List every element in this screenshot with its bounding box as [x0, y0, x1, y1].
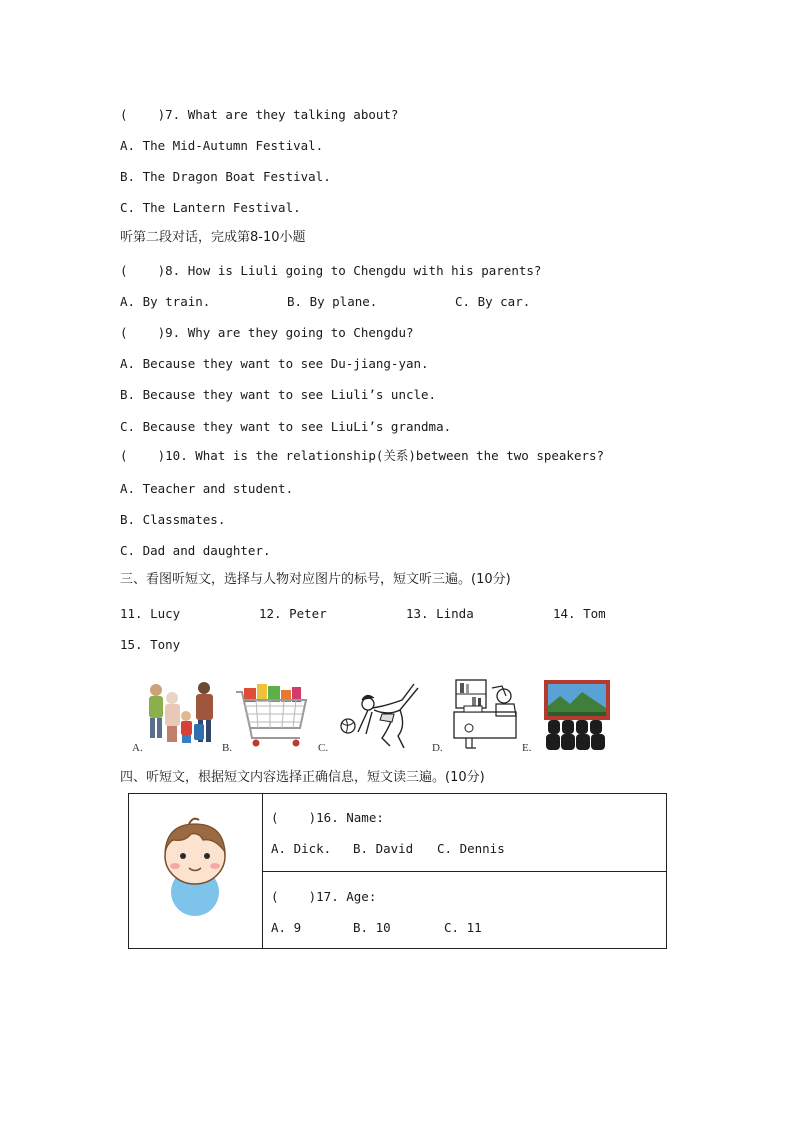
picture-d-label: D.: [432, 742, 443, 754]
picture-c-label: C.: [318, 742, 329, 754]
q9-option-c[interactable]: C. Because they want to see LiuLi’s grandma.: [120, 419, 452, 434]
picture-b: [222, 676, 318, 754]
picture-b-label: B.: [222, 742, 233, 754]
q10-option-a[interactable]: A. Teacher and student.: [120, 481, 294, 496]
volleyball-player-picture: [322, 676, 430, 754]
picture-c: [318, 676, 430, 754]
q17-option-b[interactable]: B. 10: [353, 919, 391, 935]
name-tom: 14. Tom: [553, 606, 606, 621]
q10-option-b[interactable]: B. Classmates.: [120, 512, 226, 527]
shopping-cart-picture: [226, 676, 318, 754]
cinema-picture: [534, 676, 626, 754]
name-linda: 13. Linda: [406, 606, 474, 621]
q9-option-a[interactable]: A. Because they want to see Du-jiang-yan.: [120, 356, 429, 371]
q8-stem: ( )8. How is Liuli going to Chengdu with his parents?: [120, 263, 542, 278]
q10-option-c[interactable]: C. Dad and daughter.: [120, 543, 271, 558]
reading-boy-picture: [436, 676, 528, 754]
boy-picture-cell: [129, 794, 263, 949]
q8-option-c[interactable]: C. By car.: [455, 294, 531, 309]
q9-stem: ( )9. Why are they going to Chengdu?: [120, 325, 414, 340]
q9-option-b[interactable]: B. Because they want to see Liuli’s uncle.: [120, 387, 437, 402]
picture-d: [432, 676, 528, 754]
boy-avatar: [129, 794, 262, 944]
q7-option-a[interactable]: A. The Mid-Autumn Festival.: [120, 138, 324, 153]
section4-heading: 四、听短文，根据短文内容选择正确信息，短文读三遍。(10分): [120, 770, 485, 785]
info-table: [128, 793, 667, 949]
q7-stem: ( )7. What are they talking about?: [120, 107, 399, 122]
q10-stem: ( )10. What is the relationship(关系)between the two speakers?: [120, 448, 605, 463]
q17-cell: [263, 871, 667, 949]
q7-option-b[interactable]: B. The Dragon Boat Festival.: [120, 169, 331, 184]
q8-option-b[interactable]: B. By plane.: [287, 294, 378, 309]
name-tony: 15. Tony: [120, 637, 181, 652]
picture-a: [130, 676, 222, 754]
q8-option-a[interactable]: A. By train.: [120, 294, 211, 309]
q17-option-c[interactable]: C. 11: [444, 919, 482, 935]
q16-cell: [263, 794, 667, 872]
section3-heading: 三、看图听短文，选择与人物对应图片的标号，短文听三遍。(10分): [120, 572, 511, 587]
name-lucy: 11. Lucy: [120, 606, 181, 621]
q17-stem: ( )17. Age:: [271, 888, 377, 904]
q17-option-a[interactable]: A. 9: [271, 919, 302, 935]
q16-option-b[interactable]: B. David: [353, 841, 414, 856]
q16-option-a[interactable]: A. Dick.: [271, 841, 332, 856]
picture-a-label: A.: [132, 742, 143, 754]
q16-stem: ( )16. Name:: [271, 810, 384, 825]
picture-e: [522, 676, 626, 754]
picture-e-label: E.: [522, 742, 532, 754]
part2-heading: 听第二段对话，完成第8-10小题: [120, 230, 306, 245]
family-picture: [130, 676, 222, 754]
q16-option-c[interactable]: C. Dennis: [437, 841, 505, 856]
q7-option-c[interactable]: C. The Lantern Festival.: [120, 200, 301, 215]
name-peter: 12. Peter: [259, 606, 327, 621]
picture-strip: [130, 676, 620, 756]
